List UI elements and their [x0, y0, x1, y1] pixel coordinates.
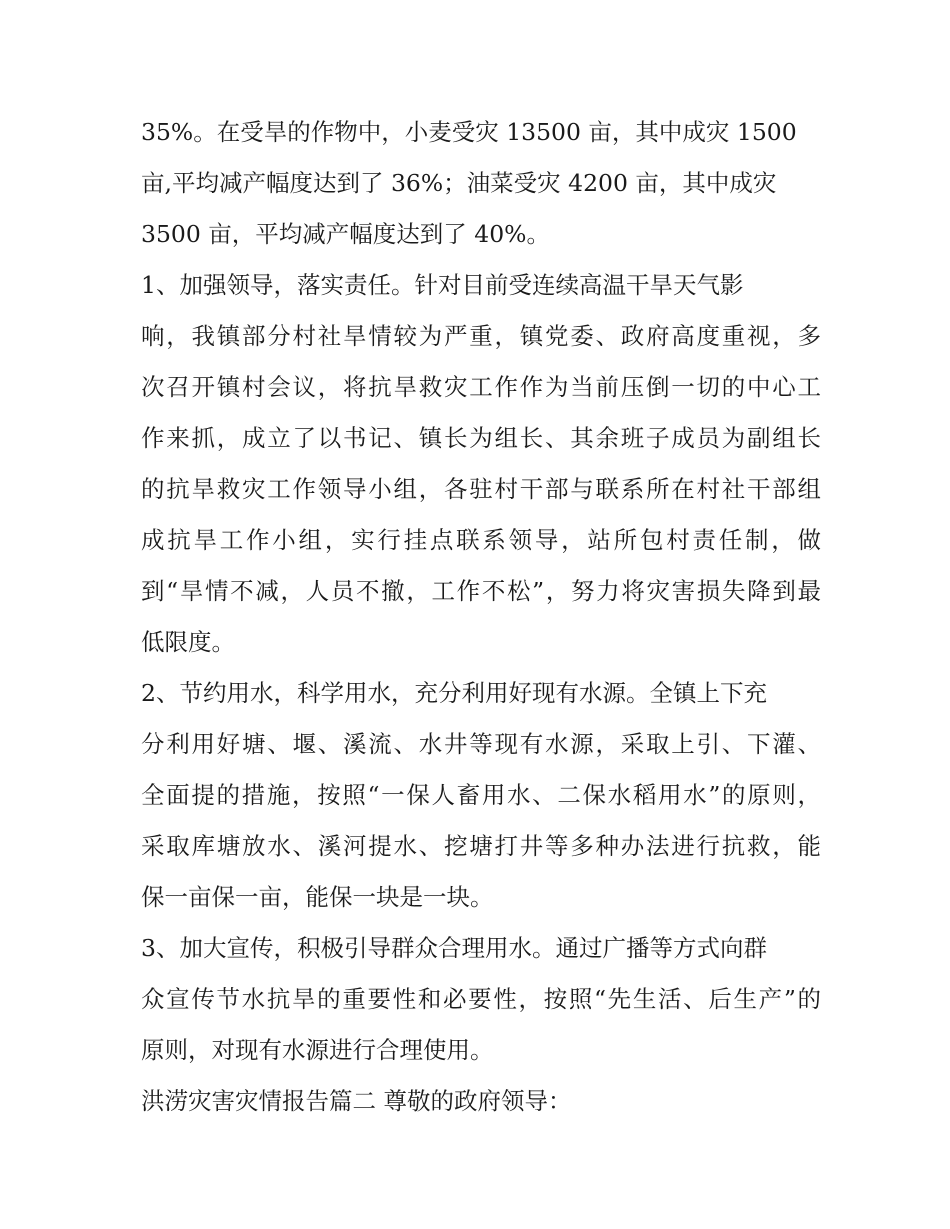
document-body	[141, 107, 821, 1127]
text-line: 全面提的措施，按照“一保人畜用水、二保水稻用水”的原则，	[141, 781, 821, 809]
text-line: 响，我镇部分村社旱情较为严重，镇党委、政府高度重视，多	[141, 322, 821, 350]
text-line: 保一亩保一亩，能保一块是一块。	[141, 883, 494, 911]
text-line: 低限度。	[141, 628, 235, 656]
text-line: 1、加强领导，落实责任。针对目前受连续高温干旱天气影	[141, 271, 744, 299]
text-line: 3、加大宣传，积极引导群众合理用水。通过广播等方式向群	[141, 934, 767, 962]
text-line: 作来抓，成立了以书记、镇长为组长、其余班子成员为副组长	[141, 424, 821, 452]
text-line: 成抗旱工作小组，实行挂点联系领导，站所包村责任制，做	[141, 526, 821, 554]
text-line: 原则，对现有水源进行合理使用。	[141, 1036, 494, 1064]
text-line: 到“旱情不减，人员不撤，工作不松”，努力将灾害损失降到最	[141, 577, 821, 605]
text-line: 2、节约用水，科学用水，充分利用好现有水源。全镇上下充	[141, 679, 767, 707]
text-line: 众宣传节水抗旱的重要性和必要性，按照“先生活、后生产”的	[141, 985, 821, 1013]
text-line: 采取库塘放水、溪河提水、挖塘打井等多种办法进行抗救，能	[141, 832, 821, 860]
text-line: 亩,平均减产幅度达到了 36%；油菜受灾 4200 亩，其中成灾	[141, 169, 777, 197]
text-line: 3500 亩，平均减产幅度达到了 40%。	[141, 220, 550, 248]
text-line: 次召开镇村会议，将抗旱救灾工作作为当前压倒一切的中心工	[141, 373, 821, 401]
text-line: 35%。在受旱的作物中，小麦受灾 13500 亩，其中成灾 1500	[141, 118, 797, 146]
text-line: 分利用好塘、堰、溪流、水井等现有水源，采取上引、下灌、	[141, 730, 821, 758]
text-line: 的抗旱救灾工作领导小组，各驻村干部与联系所在村社干部组	[141, 475, 821, 503]
text-line: 洪涝灾害灾情报告篇二 尊敬的政府领导：	[141, 1087, 572, 1115]
